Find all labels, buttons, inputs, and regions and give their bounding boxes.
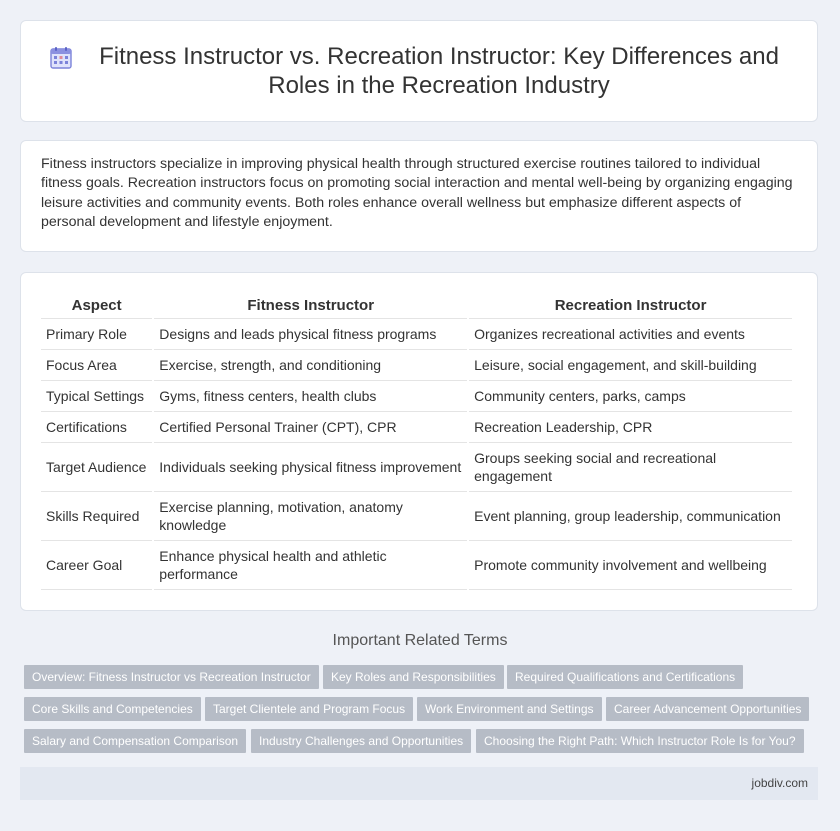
cell-fitness: Enhance physical health and athletic performance bbox=[154, 541, 467, 590]
table-header-row bbox=[41, 293, 792, 319]
header-aspect: Aspect bbox=[41, 293, 152, 319]
cell-fitness: Exercise planning, motivation, anatomy knowledge bbox=[154, 492, 467, 541]
cell-fitness: Gyms, fitness centers, health clubs bbox=[154, 381, 467, 412]
header-recreation-instructor: Recreation Instructor bbox=[469, 293, 792, 319]
cell-recreation: Recreation Leadership, CPR bbox=[469, 412, 792, 443]
intro-paragraph: Fitness instructors specialize in improving physical health through structured exercise routines tailored to individual fitness goals. Recreation instructors focus on promoting social interaction and mental well-being by organizing engaging leisure activities and community events. Both roles enhance overall wellness but emphasize different aspects of personal development and lifestyle enjoyment. bbox=[41, 156, 793, 231]
comparison-card bbox=[20, 272, 818, 611]
related-tag[interactable]: Work Environment and Settings bbox=[417, 697, 602, 721]
related-tag[interactable]: Industry Challenges and Opportunities bbox=[251, 729, 471, 753]
cell-aspect: Certifications bbox=[41, 412, 152, 443]
table-row bbox=[41, 319, 792, 350]
calendar-icon bbox=[49, 46, 73, 70]
cell-recreation: Organizes recreational activities and events bbox=[469, 319, 792, 350]
cell-recreation: Groups seeking social and recreational engagement bbox=[469, 443, 792, 492]
cell-fitness: Designs and leads physical fitness programs bbox=[154, 319, 467, 350]
table-row bbox=[41, 381, 792, 412]
cell-recreation: Community centers, parks, camps bbox=[469, 381, 792, 412]
related-tag[interactable]: Core Skills and Competencies bbox=[24, 697, 201, 721]
intro-card bbox=[20, 140, 818, 252]
related-tag[interactable]: Target Clientele and Program Focus bbox=[205, 697, 413, 721]
comparison-table bbox=[39, 293, 794, 590]
table-row bbox=[41, 412, 792, 443]
cell-recreation: Event planning, group leadership, communication bbox=[469, 492, 792, 541]
cell-fitness: Exercise, strength, and conditioning bbox=[154, 350, 467, 381]
cell-fitness: Individuals seeking physical fitness improvement bbox=[154, 443, 467, 492]
cell-aspect: Typical Settings bbox=[41, 381, 152, 412]
footer bbox=[20, 767, 818, 800]
cell-fitness: Certified Personal Trainer (CPT), CPR bbox=[154, 412, 467, 443]
cell-recreation: Promote community involvement and wellbeing bbox=[469, 541, 792, 590]
related-tag[interactable]: Key Roles and Responsibilities bbox=[323, 665, 504, 689]
page-title: Fitness Instructor vs. Recreation Instructor: Key Differences and Roles in the Recreation Industry bbox=[99, 43, 779, 99]
header-fitness-instructor: Fitness Instructor bbox=[154, 293, 467, 319]
related-tag[interactable]: Choosing the Right Path: Which Instructor Role Is for You? bbox=[476, 729, 804, 753]
title-card bbox=[20, 20, 818, 122]
table-row bbox=[41, 443, 792, 492]
related-terms-title: Important Related Terms bbox=[332, 632, 508, 649]
footer-site[interactable]: jobdiv.com bbox=[751, 776, 808, 790]
cell-recreation: Leisure, social engagement, and skill-building bbox=[469, 350, 792, 381]
related-tag[interactable]: Overview: Fitness Instructor vs Recreation Instructor bbox=[24, 665, 319, 689]
related-tag[interactable]: Career Advancement Opportunities bbox=[606, 697, 809, 721]
cell-aspect: Primary Role bbox=[41, 319, 152, 350]
related-tag[interactable]: Salary and Compensation Comparison bbox=[24, 729, 246, 753]
cell-aspect: Focus Area bbox=[41, 350, 152, 381]
table-row bbox=[41, 492, 792, 541]
cell-aspect: Career Goal bbox=[41, 541, 152, 590]
related-tag[interactable]: Required Qualifications and Certifications bbox=[507, 665, 743, 689]
table-row bbox=[41, 350, 792, 381]
title-wrap bbox=[49, 42, 789, 100]
cell-aspect: Skills Required bbox=[41, 492, 152, 541]
cell-aspect: Target Audience bbox=[41, 443, 152, 492]
table-row bbox=[41, 541, 792, 590]
